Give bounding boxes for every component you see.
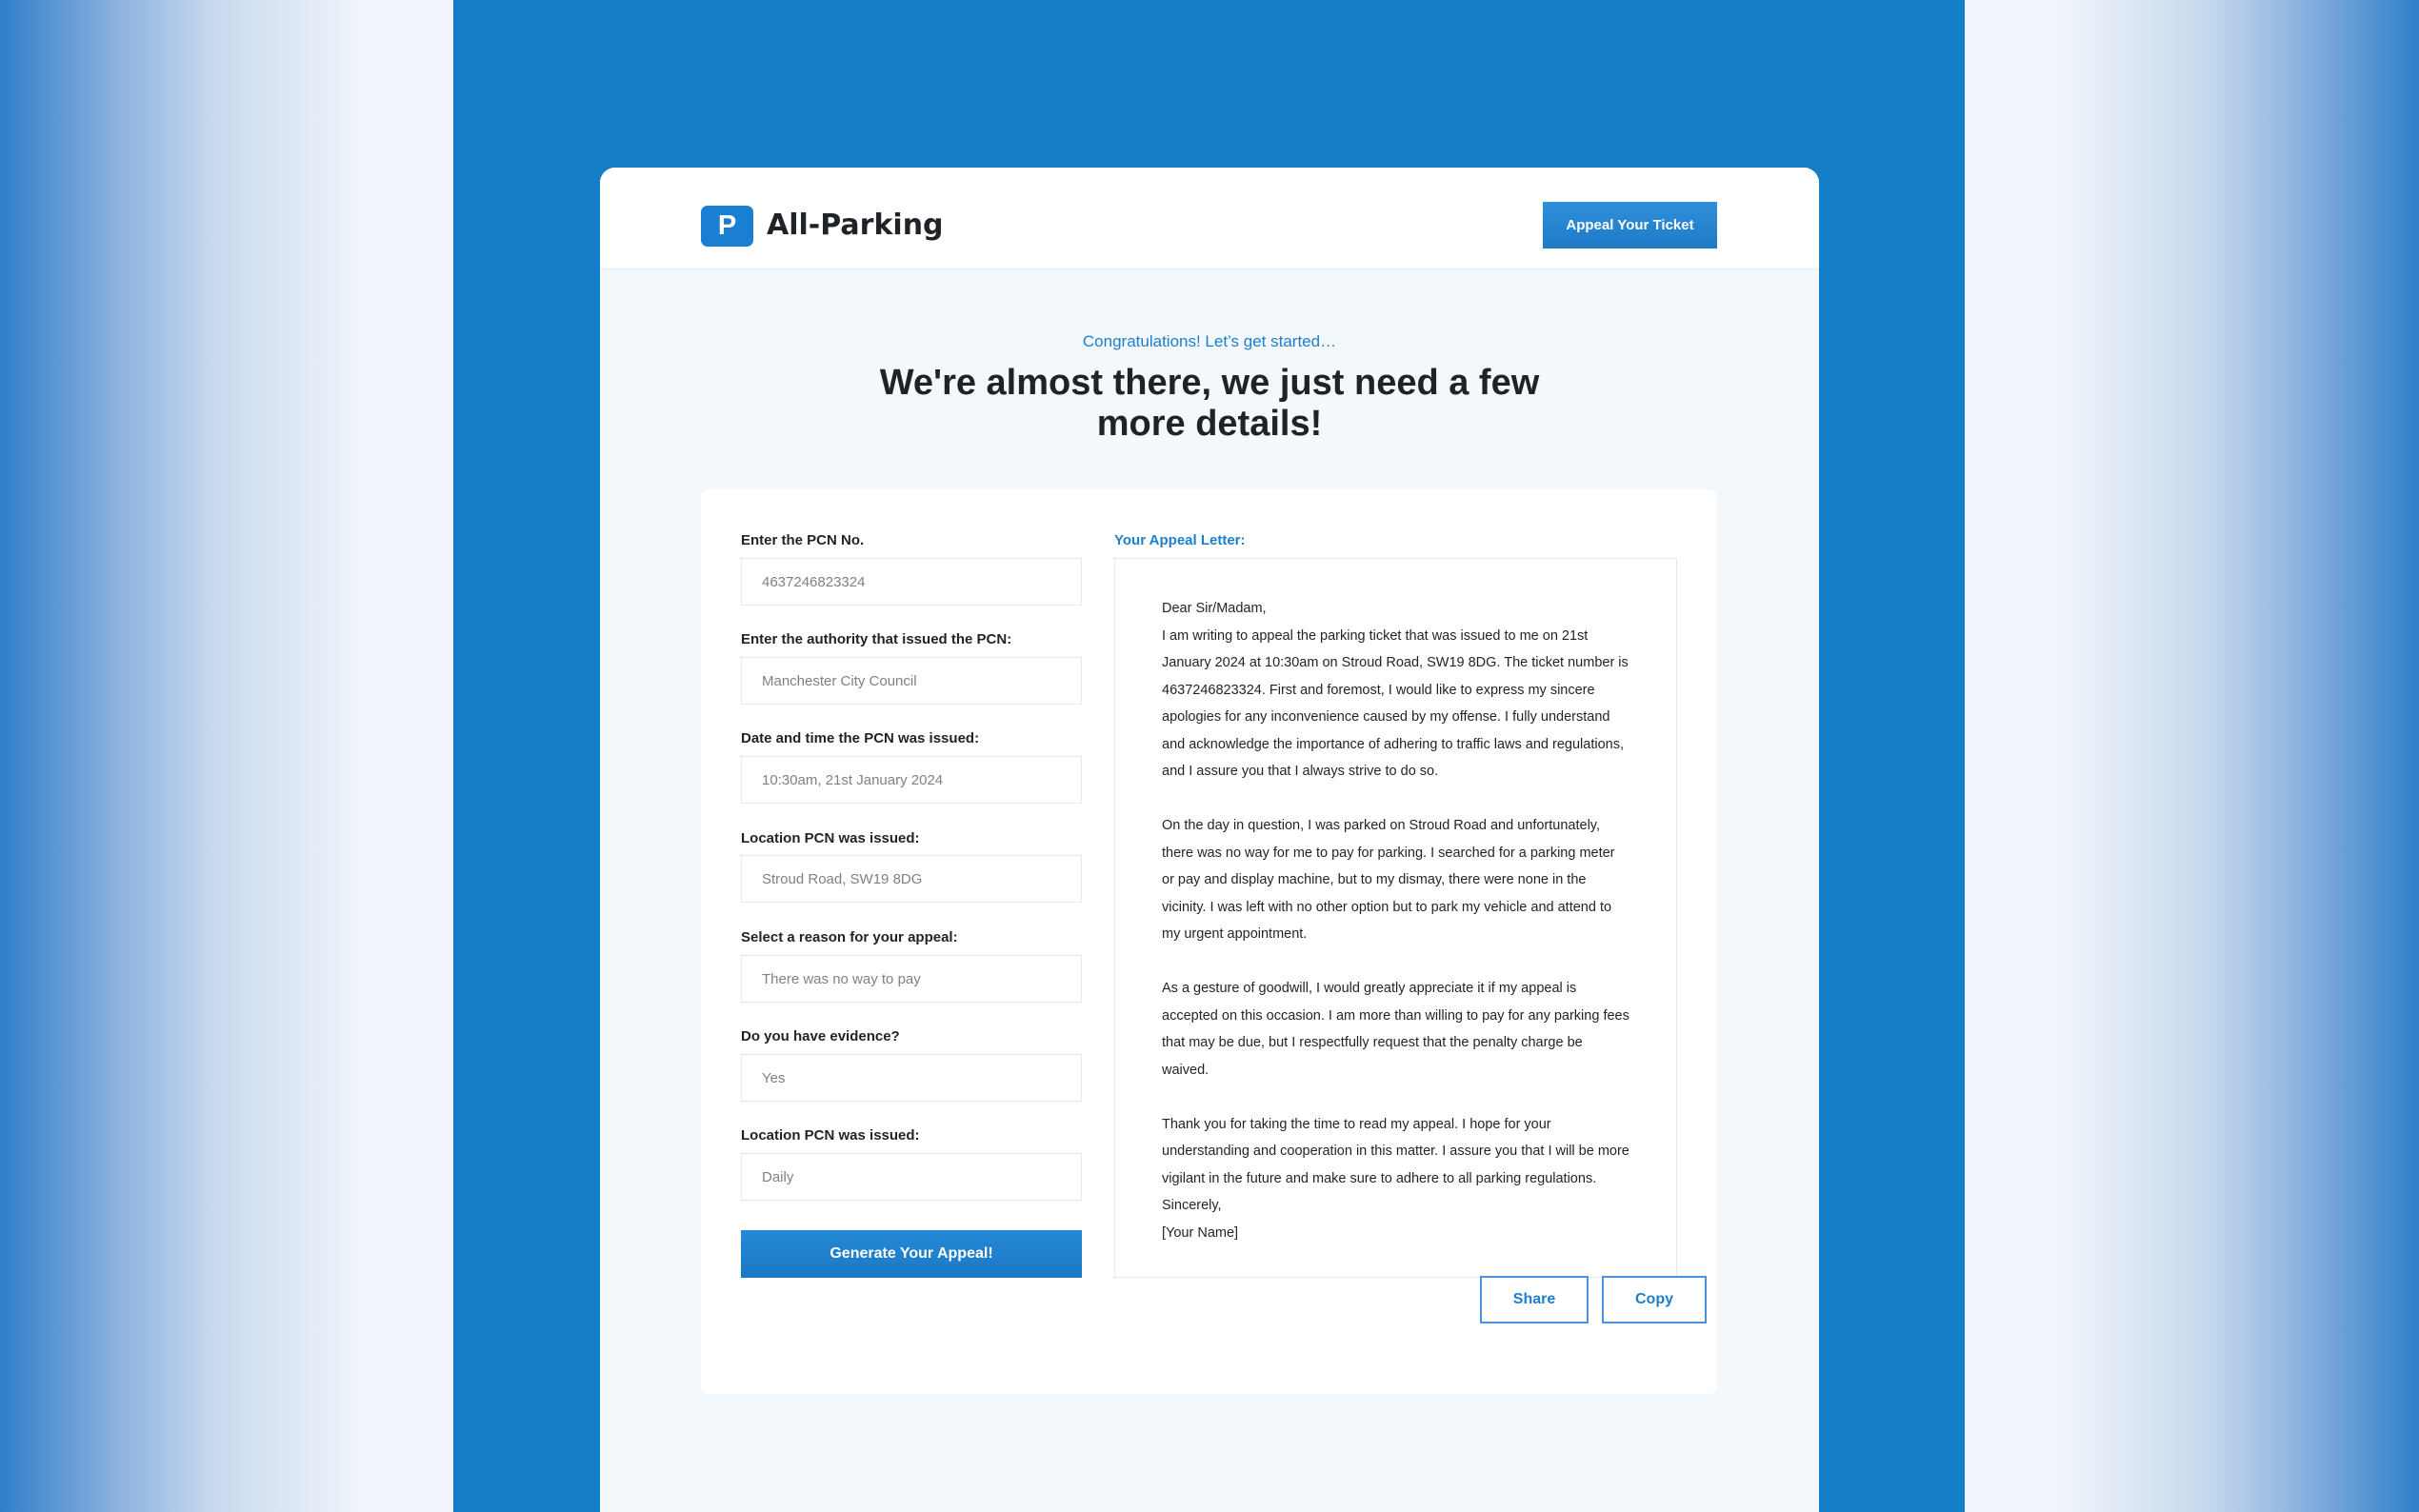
top-header <box>600 168 1819 269</box>
date-time-label: Date and time the PCN was issued: <box>741 730 980 746</box>
pcn-number-input[interactable]: 4637246823324 <box>741 558 1082 606</box>
hero-eyebrow: Congratulations! Let’s get started… <box>1082 332 1337 350</box>
evidence-label: Do you have evidence? <box>741 1028 900 1044</box>
parking-logo-icon[interactable]: P <box>701 206 753 247</box>
location-frequency-label: Location PCN was issued: <box>741 1127 920 1144</box>
share-button[interactable]: Share <box>1480 1276 1589 1323</box>
letter-paragraph: Thank you for taking the time to read my appeal. I hope for your understanding and cooperation in this matter. I assure you that I will be more vigilant in the future and make sure to adhere to all parking regulations. Sincerely, [Your Name] <box>1162 1116 1629 1241</box>
date-time-input[interactable]: 10:30am, 21st January 2024 <box>741 756 1082 804</box>
page-title: We're almost there, we just need a few more details! <box>879 363 1540 444</box>
location-frequency-input[interactable]: Daily <box>741 1153 1082 1201</box>
appeal-letter-label: Your Appeal Letter: <box>1114 532 1246 548</box>
authority-input[interactable]: Manchester City Council <box>741 657 1082 705</box>
appeal-ticket-button[interactable]: Appeal Your Ticket <box>1543 202 1717 249</box>
pcn-number-label: Enter the PCN No. <box>741 532 865 548</box>
app-card <box>600 168 1819 1512</box>
letter-paragraph: Dear Sir/Madam, I am writing to appeal the parking ticket that was issued to me on 21st January 2024 at 10:30am on Stroud Road, SW19 8DG. The ticket number is 4637246823324. First and foremost, I would like to express my sincere apologies for any inconvenience caused by my offense. I fully understand and acknowledge the importance of adhering to traffic laws and regulations, and I assure you that I always strive to do so. <box>1162 601 1629 779</box>
appeal-panel <box>701 489 1717 1394</box>
authority-label: Enter the authority that issued the PCN: <box>741 631 1012 647</box>
brand-name[interactable]: All-Parking <box>767 209 944 242</box>
letter-paragraph: As a gesture of goodwill, I would greatly appreciate it if my appeal is accepted on this occasion. I am more than willing to pay for any parking fees that may be due, but I respectfully request that the penalty charge be waived. <box>1162 981 1629 1078</box>
letter-paragraph: On the day in question, I was parked on Stroud Road and unfortunately, there was no way for me to pay for parking. I searched for a parking meter or pay and display machine, but to my dismay, there were none in the vicinity. I was left with no other option but to park my vehicle and attend to my urgent appointment. <box>1162 818 1615 942</box>
location-input[interactable]: Stroud Road, SW19 8DG <box>741 855 1082 903</box>
copy-button[interactable]: Copy <box>1602 1276 1707 1323</box>
reason-label: Select a reason for your appeal: <box>741 929 958 945</box>
reason-select[interactable]: There was no way to pay <box>741 955 1082 1003</box>
location-label: Location PCN was issued: <box>741 830 920 846</box>
evidence-select[interactable]: Yes <box>741 1054 1082 1102</box>
generate-appeal-button[interactable]: Generate Your Appeal! <box>741 1230 1082 1278</box>
appeal-letter-box[interactable] <box>1114 558 1677 1278</box>
